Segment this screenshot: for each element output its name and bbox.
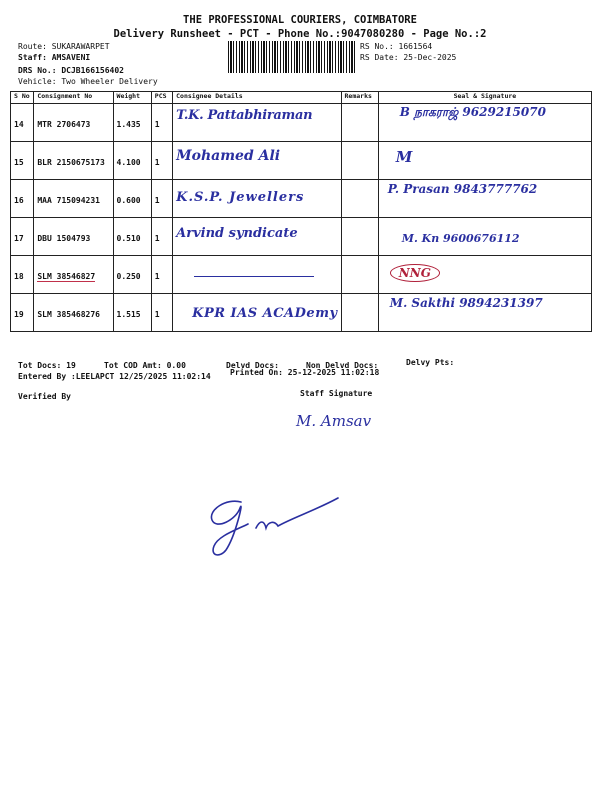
row-weight: 1.435 — [113, 104, 151, 142]
staff-signature-handwriting: M. Amsav — [296, 412, 372, 430]
total-docs: Tot Docs: 19 — [18, 361, 76, 370]
row-weight: 1.515 — [113, 294, 151, 332]
row-consignment: SLM 38546827 — [37, 272, 96, 281]
company-title: THE PROFESSIONAL COURIERS, COIMBATORE — [183, 14, 417, 26]
col-weight: Weight — [113, 92, 151, 104]
staff-signature-label: Staff Signature — [300, 389, 373, 398]
runsheet-table — [10, 91, 592, 332]
row-sno: 15 — [11, 142, 34, 180]
non-delivered-docs: Non Delvd Docs: — [306, 361, 379, 370]
delivered-docs: Delvd Docs: — [226, 361, 279, 370]
row-consignment: MTR 2706473 — [34, 104, 113, 142]
seal-handwriting: P. Prasan 9843777762 — [387, 182, 538, 196]
row-consignment: DBU 1504793 — [34, 218, 113, 256]
drs-label: DRS No.: DCJB166156402 — [18, 66, 124, 75]
table-row — [11, 256, 592, 294]
row-weight: 0.600 — [113, 180, 151, 218]
verified-by-label: Verified By — [18, 392, 71, 401]
seal-handwriting: NNG — [390, 264, 440, 282]
table-row — [11, 180, 592, 218]
row-pcs: 1 — [151, 218, 172, 256]
runsheet-subtitle: Delivery Runsheet - PCT - Phone No.:9047080280 - Page No.:2 — [113, 28, 487, 40]
row-pcs: 1 — [151, 104, 172, 142]
seal-handwriting: M — [395, 148, 413, 166]
total-cod: Tot COD Amt: 0.00 — [104, 361, 186, 370]
col-sno: S No — [11, 92, 34, 104]
col-consignee: Consignee Details — [173, 92, 341, 104]
vehicle-label: Vehicle: Two Wheeler Delivery — [18, 77, 158, 86]
row-sno: 14 — [11, 104, 34, 142]
table-row — [11, 104, 592, 142]
row-pcs: 1 — [151, 256, 172, 294]
consignee-handwriting: K.S.P. Jewellers — [176, 190, 305, 205]
table-header-row — [11, 92, 592, 104]
delivery-points: Delvy Pts: — [406, 358, 455, 367]
row-pcs: 1 — [151, 180, 172, 218]
table-row — [11, 142, 592, 180]
route-label: Route: SUKARAWARPET — [18, 42, 110, 51]
col-remarks: Remarks — [341, 92, 378, 104]
row-sno: 17 — [11, 218, 34, 256]
row-weight: 0.510 — [113, 218, 151, 256]
entered-by: Entered By :LEELAPCT 12/25/2025 11:02:14 — [18, 372, 211, 381]
strike-line — [194, 276, 314, 277]
seal-handwriting: M. Kn 9600676112 — [401, 232, 520, 245]
consignee-handwriting: Mohamed Ali — [176, 148, 281, 164]
consignee-handwriting: T.K. Pattabhiraman — [176, 108, 313, 123]
rs-date: RS Date: 25-Dec-2025 — [360, 53, 457, 62]
row-pcs: 1 — [151, 294, 172, 332]
row-pcs: 1 — [151, 142, 172, 180]
col-pcs: PCS — [151, 92, 172, 104]
row-weight: 4.100 — [113, 142, 151, 180]
col-seal: Seal & Signature — [378, 92, 591, 104]
row-sno: 18 — [11, 256, 34, 294]
row-consignment: SLM 385468276 — [34, 294, 113, 332]
printed-on: Printed On: 25-12-2025 11:02:18 — [230, 368, 380, 377]
rs-number: RS No.: 1661564 — [360, 42, 433, 51]
row-weight: 0.250 — [113, 256, 151, 294]
table-row — [11, 294, 592, 332]
row-sno: 19 — [11, 294, 34, 332]
seal-handwriting: B நாகராஜ் 9629215070 — [399, 105, 546, 119]
row-consignment: BLR 2150675173 — [34, 142, 113, 180]
table-row — [11, 218, 592, 256]
consignee-handwriting: KPR IAS ACADemy — [192, 306, 338, 321]
staff-label: Staff: AMSAVENI — [18, 53, 91, 62]
consignee-handwriting: Arvind syndicate — [176, 226, 298, 241]
col-consignment: Consignment No — [34, 92, 113, 104]
barcode — [228, 41, 356, 73]
row-sno: 16 — [11, 180, 34, 218]
seal-handwriting: M. Sakthi 9894231397 — [389, 296, 543, 310]
row-consignment: MAA 715094231 — [34, 180, 113, 218]
verifier-signature — [196, 490, 346, 560]
